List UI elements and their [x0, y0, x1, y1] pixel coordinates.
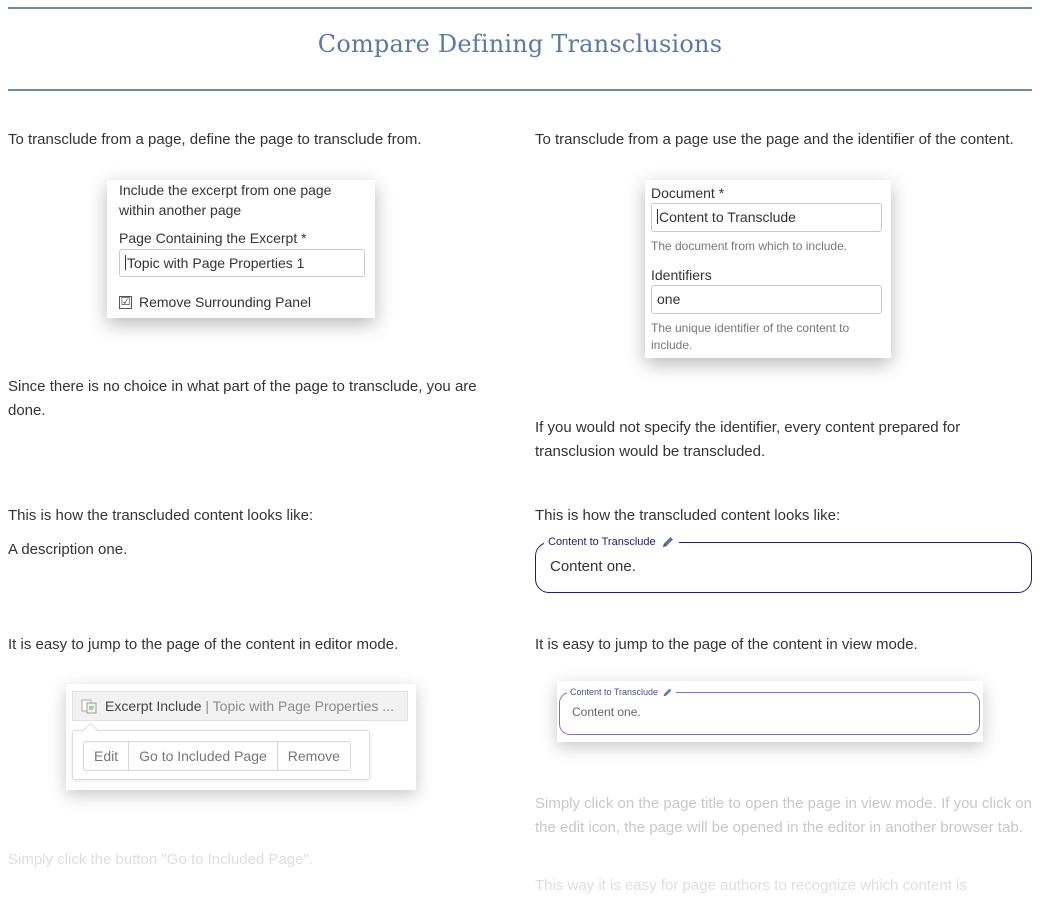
left-looks-like: This is how the transcluded content looks like:	[8, 507, 314, 524]
left-intro: To transclude from a page, define the page to transclude from.	[8, 131, 422, 148]
view-page-link[interactable]: Content to Transclude	[570, 687, 659, 697]
page-field[interactable]	[119, 249, 365, 277]
checkbox-checked-icon[interactable]: ☑	[120, 296, 131, 308]
identifiers-help: The unique identifier of the content to include.	[651, 321, 850, 352]
transclusion-form	[645, 180, 891, 358]
document-field-label: Document *	[651, 185, 725, 201]
document-help: The document from which to include.	[651, 239, 848, 253]
title-rule	[8, 89, 1032, 91]
top-rule	[8, 7, 1032, 9]
go-to-included-page-button[interactable]: Go to Included Page	[129, 742, 278, 770]
text-caret	[125, 255, 126, 270]
transcluded-content-box	[535, 536, 1032, 593]
left-click-text: Simply click the button "Go to Included Page".	[8, 851, 313, 868]
excerpt-include-form	[107, 180, 375, 318]
transcluded-content: Content one.	[550, 558, 636, 575]
view-content: Content one.	[572, 705, 641, 719]
document-field-value: Content to Transclude	[659, 209, 796, 225]
transcluded-page-link[interactable]: Content to Transclude	[548, 536, 656, 548]
edit-button[interactable]: Edit	[84, 742, 129, 770]
pencil-icon[interactable]	[662, 687, 673, 698]
right-after-form: If you would not specify the identifier, every content prepared for transclusion would be transcluded.	[535, 419, 961, 460]
left-example-content: A description one.	[8, 541, 128, 558]
macro-icon	[81, 699, 97, 714]
page-title: Compare Defining Transclusions	[317, 30, 723, 58]
left-after-form: Since there is no choice in what part of the page to transclude, you are done.	[8, 378, 477, 419]
right-intro: To transclude from a page use the page and the identifier of the content.	[535, 131, 1014, 148]
view-transclusion-box	[559, 687, 980, 735]
page-field-label: Page Containing the Excerpt *	[119, 230, 307, 246]
transcluded-legend	[544, 535, 679, 549]
macro-name: Excerpt Include	[105, 698, 202, 714]
excerpt-macro-bar[interactable]	[72, 691, 408, 721]
right-looks-like: This is how the transcluded content looks like:	[535, 507, 841, 524]
remove-panel-label: Remove Surrounding Panel	[139, 294, 311, 310]
remove-button[interactable]: Remove	[287, 748, 340, 764]
document-field[interactable]	[651, 203, 882, 232]
macro-button-group	[83, 741, 351, 771]
view-mode-screenshot	[557, 681, 983, 742]
right-click-text: Simply click on the page title to open the page in view mode. If you click on the edit icon, the page will be opened in the editor in another browser tab.	[535, 795, 1032, 836]
form-description: Include the excerpt from one page within another page	[119, 182, 332, 218]
macro-popup	[72, 730, 370, 780]
pencil-icon[interactable]	[661, 535, 675, 549]
identifiers-field-value: one	[657, 291, 681, 307]
right-jump-text: It is easy to jump to the page of the content in view mode.	[535, 636, 918, 653]
editor-macro-screenshot	[66, 684, 416, 790]
macro-subtitle: | Topic with Page Properties ...	[205, 698, 394, 714]
page-field-value: Topic with Page Properties 1	[127, 255, 305, 271]
identifiers-field-label: Identifiers	[651, 267, 712, 283]
left-jump-text: It is easy to jump to the page of the content in editor mode.	[8, 636, 399, 653]
right-way-text: This way it is easy for page authors to recognize which content is	[535, 877, 967, 894]
text-caret	[657, 209, 658, 224]
identifiers-field[interactable]	[651, 285, 882, 314]
view-legend	[567, 686, 676, 698]
